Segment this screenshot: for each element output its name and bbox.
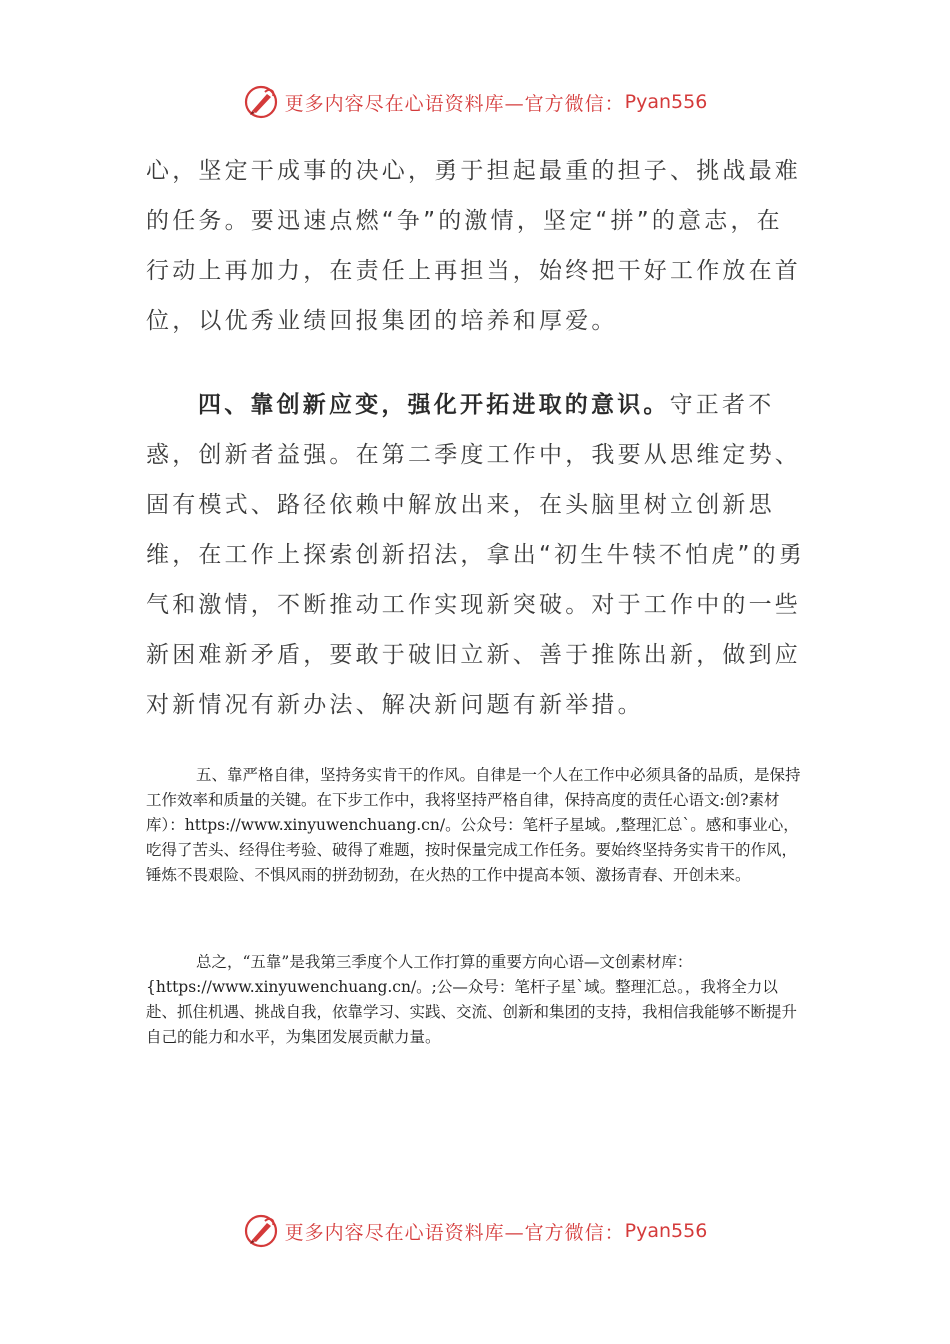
paragraph-conclusion: [146, 950, 808, 1050]
header-banner: [0, 82, 950, 122]
paragraph-2: [146, 380, 806, 730]
paragraph-4-text: 总之，“五靠”是我第三季度个人工作打算的重要方向心语—文创素材库：{https://www.xinyuwenchuang.cn/。;公—众号：笔杆子星`域。整理汇总。，我将全力以赴、抓住机遇、挑战自我，依靠学习、实践、交流、创新和集团的支持，我相信我能够不断提升自己的能力和水平，为集团发展贡献力量。: [146, 953, 798, 1046]
pen-logo-icon: [243, 1213, 279, 1249]
paragraph-1-text: 心，坚定干成事的决心，勇于担起最重的担子、挑战最难的任务。要迅速点燃“争”的激情，坚定“拼”的意志，在行动上再加力，在责任上再担当，始终把干好工作放在首位，以优秀业绩回报集团的培养和厚爱。: [146, 158, 801, 334]
paragraph-2-heading: 四、靠创新应变，强化开拓进取的意识。: [198, 392, 670, 418]
footer-banner: [0, 1211, 950, 1251]
paragraph-innovation: [146, 380, 806, 730]
pen-logo-icon: [243, 84, 279, 120]
paragraph-3-text: 五、靠严格自律，坚持务实肯干的作风。自律是一个人在工作中必须具备的品质，是保持工作效率和质量的关键。在下步工作中，我将坚持严格自律，保持高度的责任心语文:创?素材库）：https://www.xinyuwenchuang.cn/。公众号：笔杆子星域。,整理汇总`。感和事业心，吃得了苦头、经得住考验、破得了难题，按时保量完成工作任务。要始终坚持务实肯干的作风，锤炼不畏艰险、不惧风雨的拼劲韧劲，在火热的工作中提高本领、激扬青春、开创未来。: [146, 766, 801, 884]
banner-text: 更多内容尽在心语资料库—官方微信：: [284, 1221, 625, 1244]
paragraph-2-body: 守正者不惑，创新者益强。在第二季度工作中，我要从思维定势、固有模式、路径依赖中解放出来，在头脑里树立创新思维，在工作上探索创新招法，拿出“初生牛犊不怕虎”的勇气和激情，不断推动工作实现新突破。对于工作中的一些新困难新矛盾，要敢于破旧立新、善于推陈出新，做到应对新情况有新办法、解决新问题有新举措。: [146, 392, 806, 718]
banner-text: 更多内容尽在心语资料库—官方微信：: [284, 92, 625, 115]
paragraph-continuation: [146, 146, 806, 346]
banner-wechat-handle: Pyan556: [624, 91, 708, 113]
banner-wechat-handle: Pyan556: [624, 1220, 708, 1242]
paragraph-self-discipline: [146, 763, 808, 888]
